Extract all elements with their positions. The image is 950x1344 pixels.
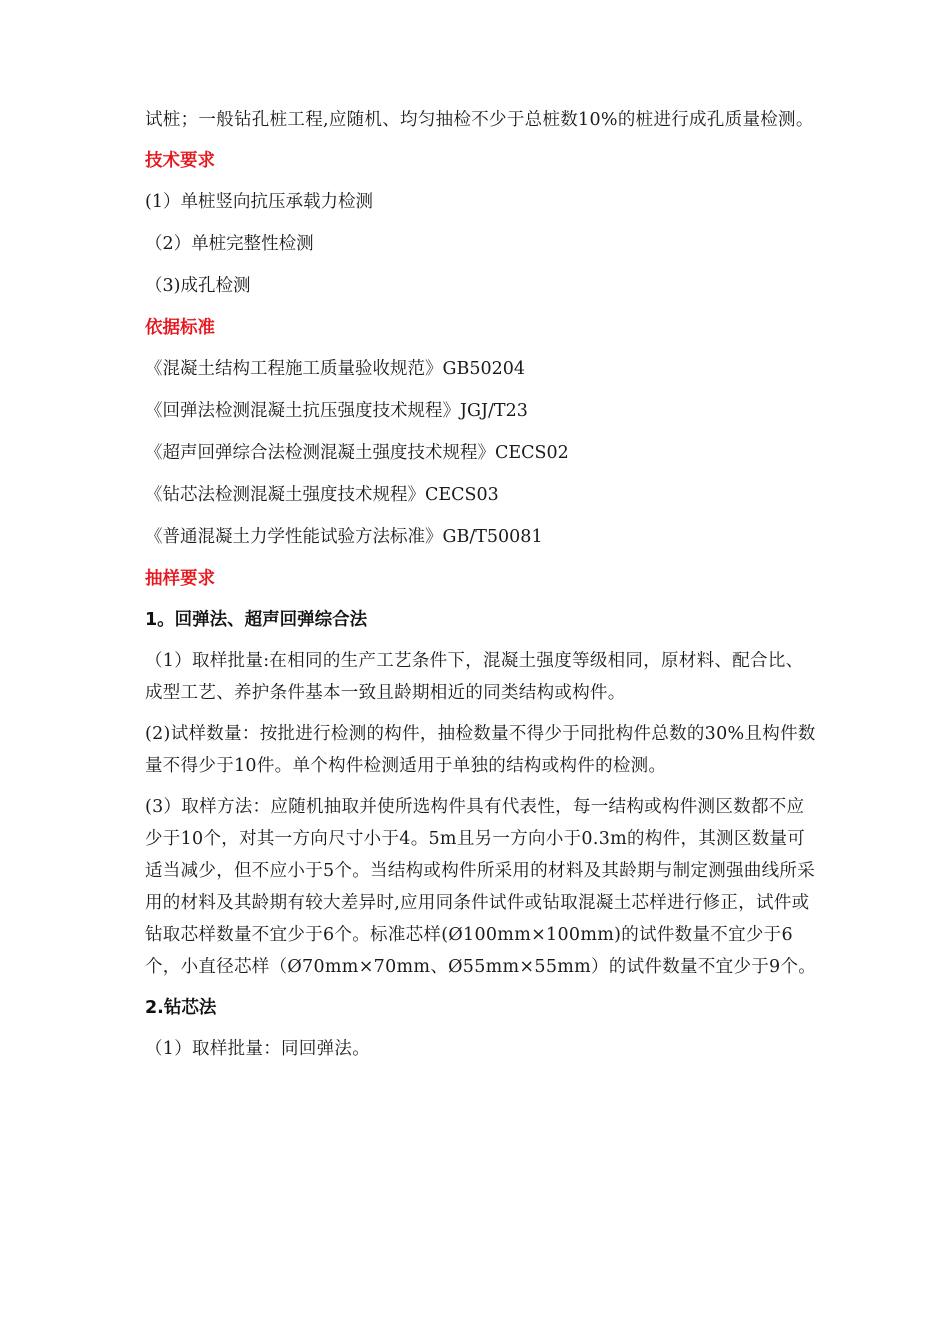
- standard-item-5: 《普通混凝土力学性能试验方法标准》GB/T50081: [145, 527, 543, 547]
- section2-batch-paragraph: （1）取样批量：同回弹法。: [145, 1039, 371, 1059]
- tech-requirements-heading: 技术要求: [145, 151, 215, 171]
- intro-paragraph: 试桩；一般钻孔桩工程,应随机、均匀抽检不少于总桩数10%的桩进行成孔质量检测。: [145, 110, 814, 130]
- tech-requirement-item-1: (1）单桩竖向抗压承载力检测: [145, 192, 373, 212]
- tech-requirement-item-2: （2）单桩完整性检测: [145, 234, 314, 254]
- section1-title: 1。回弹法、超声回弹综合法: [145, 610, 368, 630]
- standard-item-4: 《钻芯法检测混凝土强度技术规程》CECS03: [145, 485, 499, 505]
- section1-method-paragraph: (3）取样方法：应随机抽取并使所选构件具有代表性，每一结构或构件测区数都不应少于10个，对其一方向尺寸小于4。5m且另一方向小于0.3m的构件，其测区数量可适当减少，但不应小于5个。当结构或构件所采用的材料及其龄期与制定测强曲线所采用的材料及其龄期有较大差异时,应用同条件试件或钻取混凝土芯样进行修正，试件或钻取芯样数量不宜少于6个。标准芯样(Ø100mm×100mm)的试件数量不宜少于6个，小直径芯样（Ø70mm×70mm、Ø55mm×55mm）的试件数量不宜少于9个。: [145, 797, 817, 977]
- standard-item-2: 《回弹法检测混凝土抗压强度技术规程》JGJ/T23: [145, 401, 528, 421]
- tech-requirement-item-3: （3)成孔检测: [145, 276, 251, 296]
- standard-item-3: 《超声回弹综合法检测混凝土强度技术规程》CECS02: [145, 443, 569, 463]
- standards-heading: 依据标准: [145, 318, 215, 338]
- standard-item-1: 《混凝土结构工程施工质量验收规范》GB50204: [145, 359, 526, 379]
- section2-title: 2.钻芯法: [145, 998, 217, 1018]
- document-page: [145, 104, 817, 1074]
- section1-batch-paragraph: （1）取样批量:在相同的生产工艺条件下，混凝土强度等级相同，原材料、配合比、成型工艺、养护条件基本一致且龄期相近的同类结构或构件。: [145, 651, 804, 703]
- section1-quantity-paragraph: (2)试样数量：按批进行检测的构件，抽检数量不得少于同批构件总数的30%且构件数量不得少于10件。单个构件检测适用于单独的结构或构件的检测。: [145, 724, 816, 776]
- sampling-heading: 抽样要求: [145, 569, 215, 589]
